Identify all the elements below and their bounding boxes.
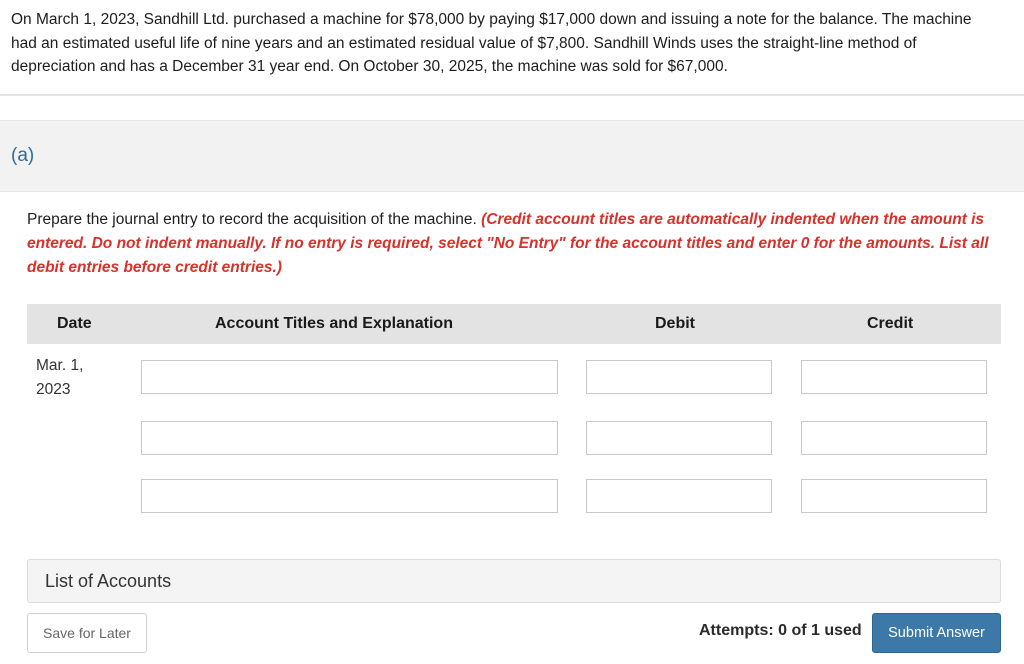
- account-title-input-1[interactable]: [141, 360, 558, 394]
- part-label: (a): [11, 145, 35, 166]
- credit-input-3[interactable]: [801, 479, 987, 513]
- header-account: Account Titles and Explanation: [215, 315, 453, 332]
- divider: [0, 94, 1024, 96]
- part-header: [0, 120, 1024, 192]
- attempts-counter: Attempts: 0 of 1 used: [699, 622, 862, 639]
- instructions-main: Prepare the journal entry to record the acquisition of the machine.: [27, 211, 477, 228]
- header-credit: Credit: [867, 315, 914, 332]
- instructions-note: (Credit account titles are automatically indented when the amount is entered. Do not indent manually. If no entry is required, select "No Entry" for the account titles and enter 0 for the amounts. List all debit entries before credit entries.): [27, 211, 989, 276]
- header-date: Date: [57, 315, 92, 332]
- debit-input-2[interactable]: [586, 421, 772, 455]
- submit-answer-button[interactable]: Submit Answer: [872, 613, 1001, 653]
- list-of-accounts-label: List of Accounts: [45, 571, 172, 591]
- journal-table-header: [27, 304, 1001, 344]
- entry-date-line1: Mar. 1,: [36, 357, 84, 374]
- debit-input-1[interactable]: [586, 360, 772, 394]
- problem-statement: On March 1, 2023, Sandhill Ltd. purchased a machine for $78,000 by paying $17,000 down and issuing a note for the balance. The machine had an estimated useful life of nine years and an estimated residual value of $7,800. Sandhill Winds uses the straight-line method of depreciation and has a December 31 year end. On October 30, 2025, the machine was sold for $67,000.: [11, 11, 972, 75]
- credit-input-1[interactable]: [801, 360, 987, 394]
- entry-date-line2: 2023: [36, 381, 71, 398]
- list-of-accounts-toggle[interactable]: [27, 559, 1001, 603]
- account-title-input-2[interactable]: [141, 421, 558, 455]
- save-for-later-button[interactable]: Save for Later: [27, 613, 147, 653]
- credit-input-2[interactable]: [801, 421, 987, 455]
- account-title-input-3[interactable]: [141, 479, 558, 513]
- header-debit: Debit: [655, 315, 695, 332]
- entry-date: [36, 354, 83, 402]
- debit-input-3[interactable]: [586, 479, 772, 513]
- instructions: [27, 208, 1002, 280]
